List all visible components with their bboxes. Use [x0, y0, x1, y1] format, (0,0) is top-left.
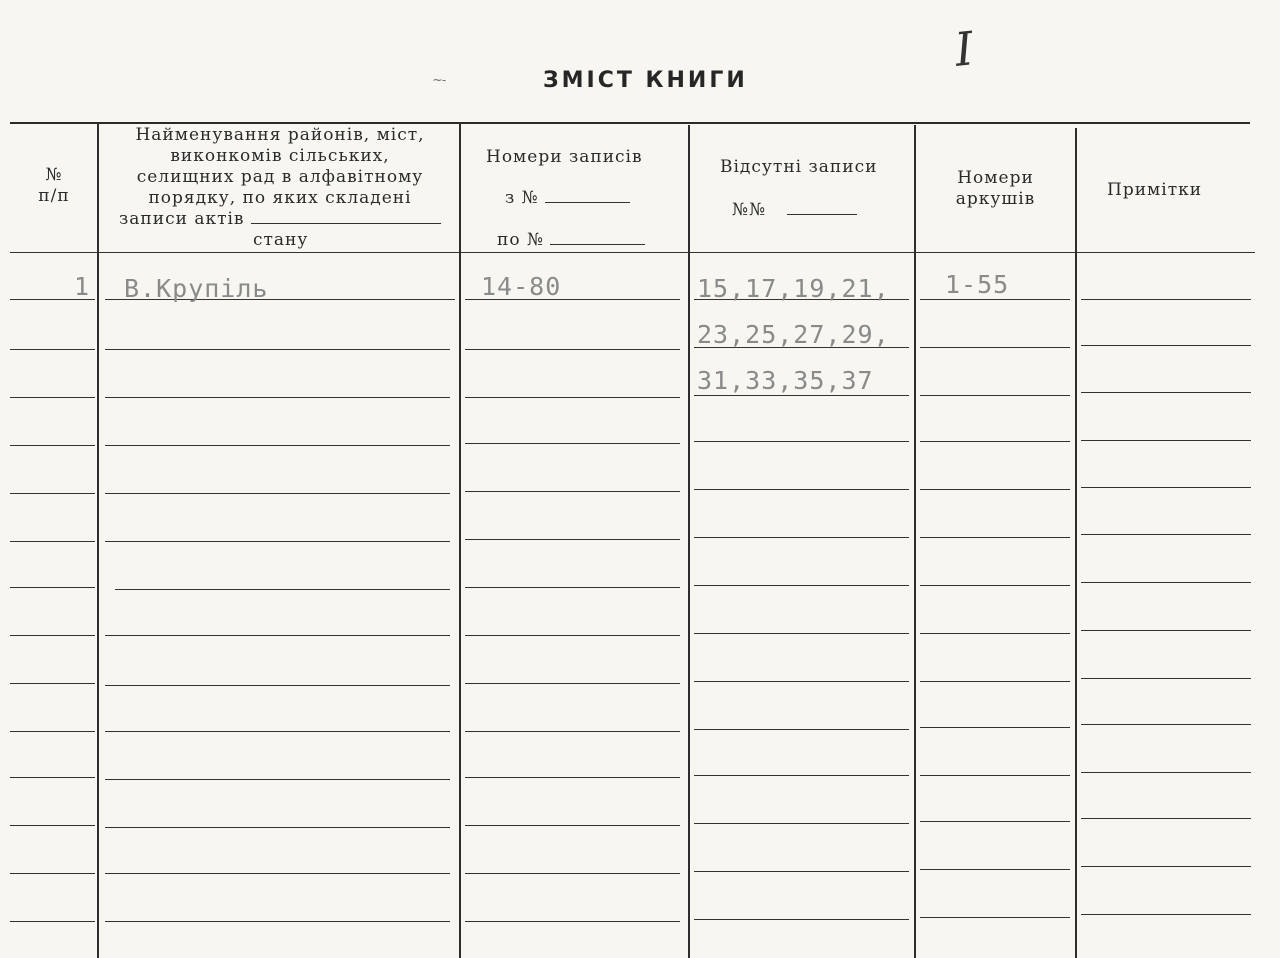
- header-missing-nn-text: №№: [732, 200, 767, 220]
- ink-smudge: ~-: [432, 73, 446, 88]
- header-sheets-line1: Номери: [957, 168, 1034, 188]
- header-bottom-rule: [10, 252, 1255, 253]
- page-title: ЗМІСТ КНИГИ: [543, 68, 748, 93]
- column-divider: [1075, 128, 1077, 958]
- header-num-line2: п/п: [38, 186, 70, 206]
- header-records-label: Номери записів: [486, 147, 643, 167]
- header-names-state: стану: [253, 230, 309, 250]
- header-names-line: порядку, по яких складені: [148, 188, 412, 208]
- header-missing-nn: [732, 200, 857, 220]
- row-records: 14-80: [481, 272, 562, 301]
- header-records-from-text: з №: [505, 188, 539, 208]
- header-sheets-line2: аркушів: [955, 189, 1036, 209]
- row-name: В.Крупіль: [124, 274, 269, 303]
- column-divider: [688, 125, 690, 958]
- column-divider: [459, 122, 461, 958]
- column-divider: [914, 125, 916, 958]
- volume-mark: I: [952, 21, 976, 77]
- header-names: [105, 125, 455, 209]
- header-records-to: [497, 230, 645, 250]
- header-records-to-text: по №: [497, 230, 545, 250]
- row-missing-line: 23,25,27,29,: [697, 320, 890, 349]
- header-sheets: [918, 168, 1073, 210]
- row-sheets: 1-55: [945, 270, 1010, 299]
- header-names-line: Найменування районів, міст,: [135, 125, 425, 145]
- header-names-acts: [119, 209, 441, 229]
- row-missing-line: 31,33,35,37: [697, 366, 874, 395]
- header-num-line1: №: [45, 165, 63, 185]
- header-names-line: виконкомів сільських,: [170, 146, 390, 166]
- row-number: 1: [74, 272, 90, 301]
- header-top-rule: [10, 122, 1250, 124]
- header-notes: Примітки: [1107, 180, 1203, 200]
- column-divider: [97, 122, 99, 958]
- header-names-acts-text: записи актів: [119, 209, 245, 229]
- header-missing-label: Відсутні записи: [720, 157, 878, 177]
- header-num: [14, 165, 94, 207]
- row-missing-line: 15,17,19,21,: [697, 274, 890, 303]
- header-records-from: [505, 188, 630, 208]
- header-names-line: селищних рад в алфавітному: [136, 167, 424, 187]
